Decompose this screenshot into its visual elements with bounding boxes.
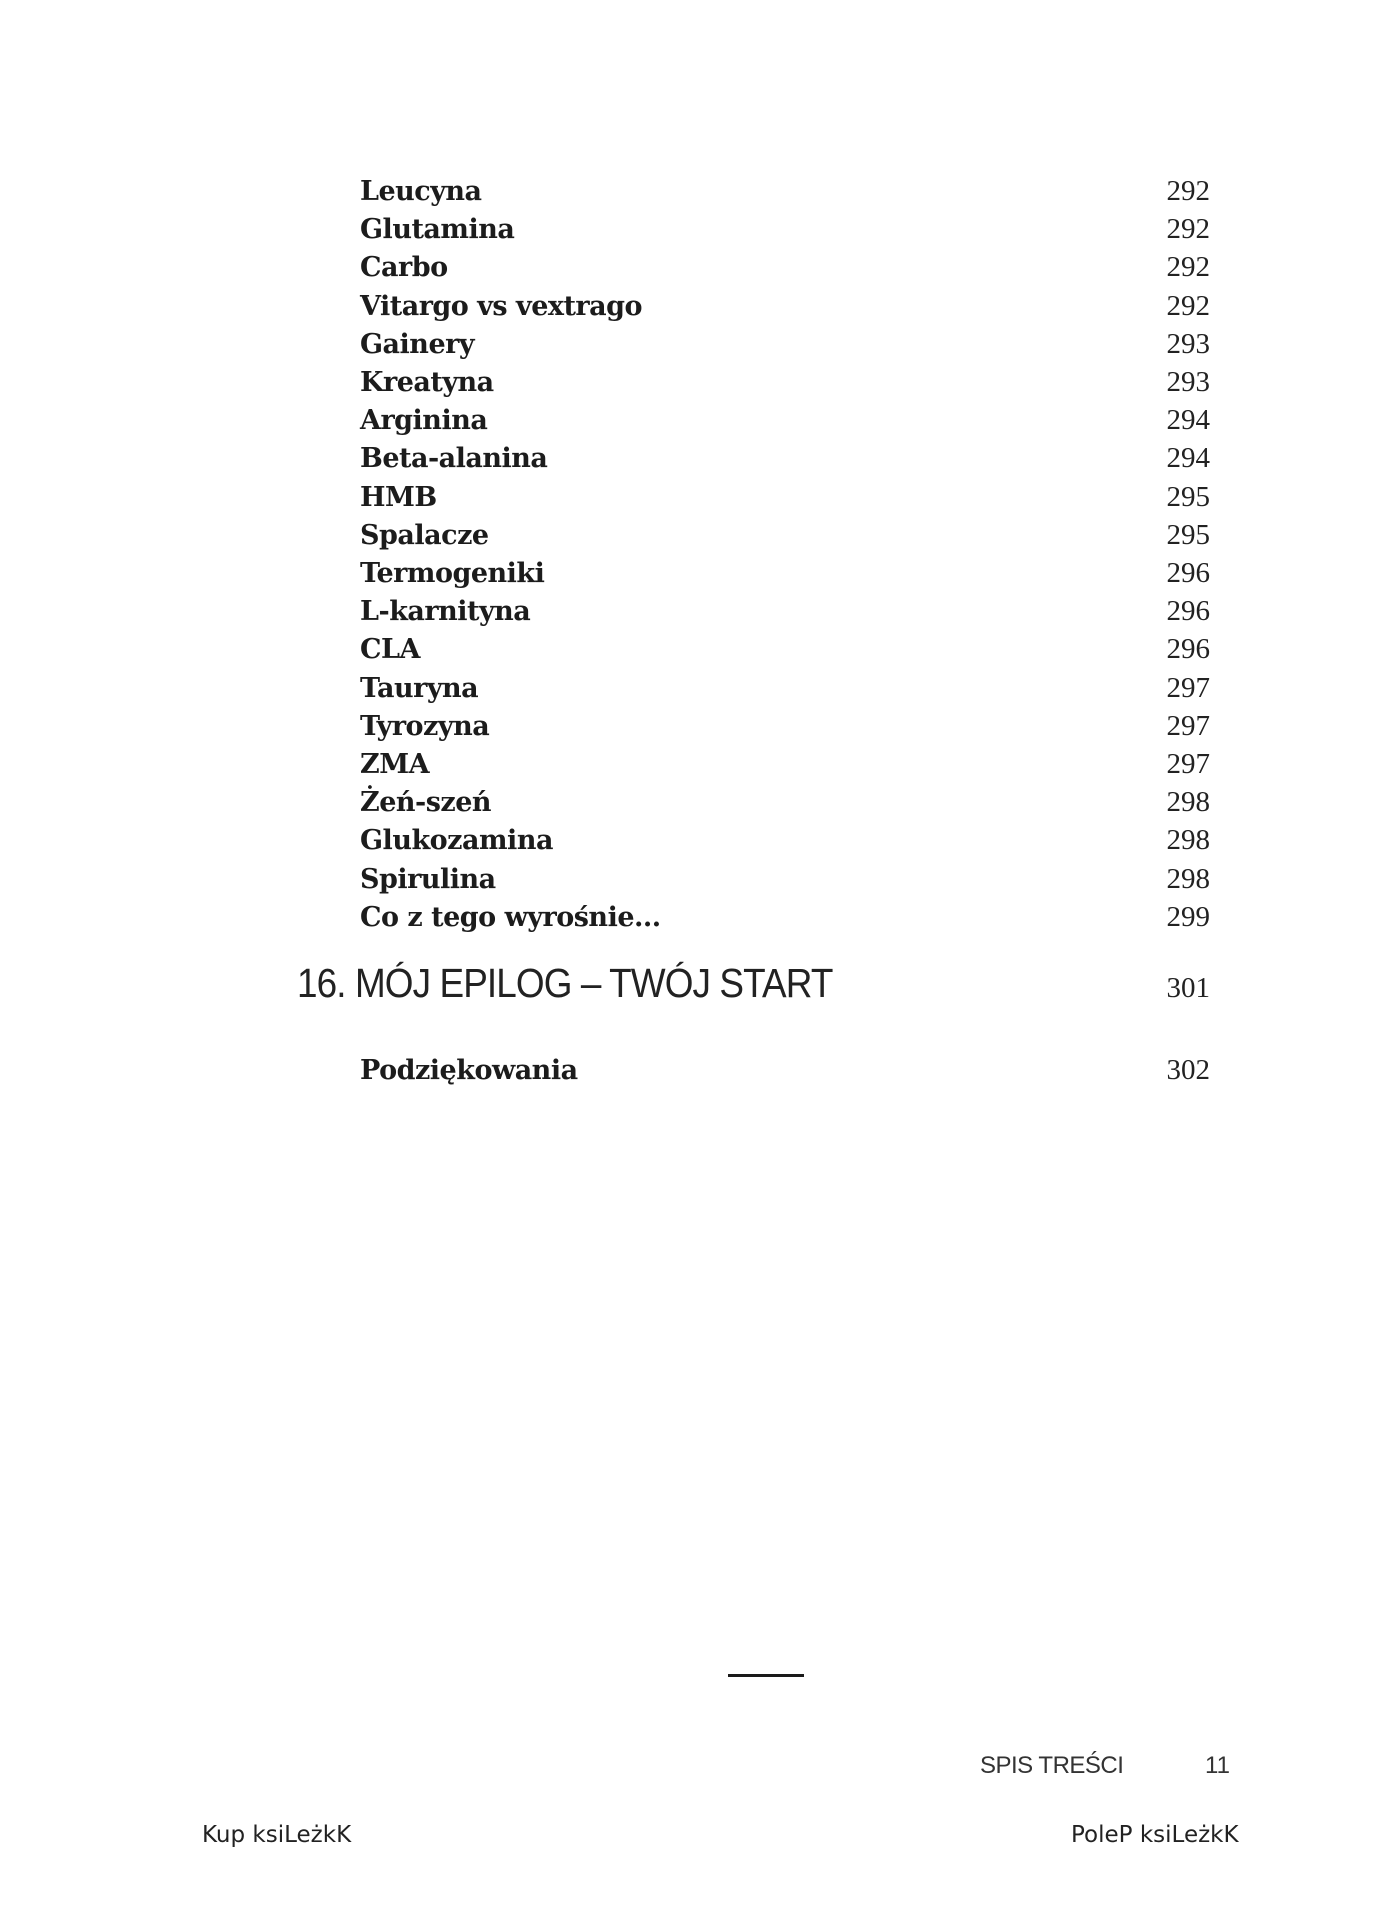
toc-entry-page: 294 (1166, 404, 1210, 437)
toc-entry-page: 298 (1166, 824, 1210, 857)
toc-entry-title: Kreatyna (360, 367, 494, 398)
toc-entry-page: 296 (1166, 633, 1210, 666)
toc-entry-page: 298 (1166, 862, 1210, 895)
toc-entry-title: Leucyna (360, 176, 482, 207)
toc-entry-page: 293 (1166, 327, 1210, 360)
toc-entry (360, 557, 1210, 593)
toc-entry (360, 901, 1210, 937)
toc-entry-title: Gainery (360, 328, 475, 360)
toc-entry-title: Termogeniki (360, 558, 545, 589)
toc-entry (360, 366, 1210, 402)
toc-entry-page: 299 (1166, 900, 1210, 933)
toc-entry-title: ZMA (360, 749, 430, 780)
page-number: 11 (1205, 1752, 1230, 1779)
toc-entry (360, 863, 1210, 899)
toc-entry (360, 175, 1210, 211)
toc-entry-title: Żeń-szeń (360, 787, 492, 819)
toc-entry-page: 295 (1166, 480, 1210, 513)
toc-entry-title: Tauryna (360, 672, 479, 704)
toc-entry-title: Glukozamina (360, 825, 553, 857)
toc-entry (360, 442, 1210, 478)
toc-entry-page: 297 (1166, 748, 1210, 780)
toc-entry-title: Glutamina (360, 214, 515, 246)
toc-entry (360, 213, 1210, 249)
running-head-section: SPIS TREŚCI (980, 1752, 1124, 1779)
toc-entry (360, 328, 1210, 364)
toc-entry-page: 292 (1166, 289, 1210, 322)
toc-entry (360, 633, 1210, 669)
toc-entry-title: CLA (360, 634, 420, 666)
toc-entry-page: 294 (1166, 442, 1210, 475)
toc-entry (360, 481, 1210, 517)
toc-entry (360, 672, 1210, 708)
recommend-book-link[interactable]: PoleP ksiLeżkK (1071, 1822, 1239, 1848)
toc-entry (360, 519, 1210, 555)
toc-entry-title: Vitargo vs vextrago (360, 290, 643, 322)
toc-entry-title: Carbo (360, 252, 448, 284)
toc-entry (360, 748, 1210, 784)
toc-entry-page: 295 (1166, 518, 1210, 551)
toc-entry (360, 404, 1210, 440)
toc-entry-title: Tyrozyna (360, 710, 490, 742)
chapter-page-number: 301 (1166, 972, 1210, 1004)
toc-entry-page: 298 (1166, 786, 1210, 819)
toc-entry (360, 290, 1210, 326)
decorative-rule (728, 1674, 804, 1677)
toc-entry-title: Spalacze (360, 519, 489, 551)
toc-entry-page: 296 (1166, 557, 1210, 589)
toc-entry-title: Spirulina (360, 863, 496, 895)
toc-entry-title: L-karnityna (360, 596, 531, 628)
toc-entry-title: Podziękowania (360, 1055, 578, 1086)
toc-entry (360, 595, 1210, 631)
toc-entry-page: 297 (1166, 709, 1210, 742)
toc-entry-title: Beta-alanina (360, 443, 548, 475)
toc-entry-page: 297 (1166, 671, 1210, 704)
toc-entry-title: Co z tego wyrośnie... (360, 901, 661, 933)
chapter-title: 16. MÓJ EPILOG – TWÓJ START (297, 960, 833, 1006)
toc-entry-title: Arginina (360, 405, 488, 437)
toc-entry (360, 824, 1210, 860)
toc-entry (360, 251, 1210, 287)
buy-book-link[interactable]: Kup ksiLeżkK (202, 1822, 352, 1848)
toc-entry-page: 292 (1166, 175, 1210, 207)
toc-entry-page: 292 (1166, 213, 1210, 246)
toc-entry-page: 296 (1166, 595, 1210, 628)
chapter-heading (297, 960, 1210, 1020)
toc-entry-page: 293 (1166, 366, 1210, 398)
toc-entry-acknowledgements (360, 1054, 1210, 1090)
toc-entry (360, 786, 1210, 822)
toc-entry-title: HMB (360, 481, 437, 513)
toc-entry-page: 302 (1166, 1054, 1210, 1086)
toc-entry-page: 292 (1166, 251, 1210, 284)
toc-entry (360, 710, 1210, 746)
